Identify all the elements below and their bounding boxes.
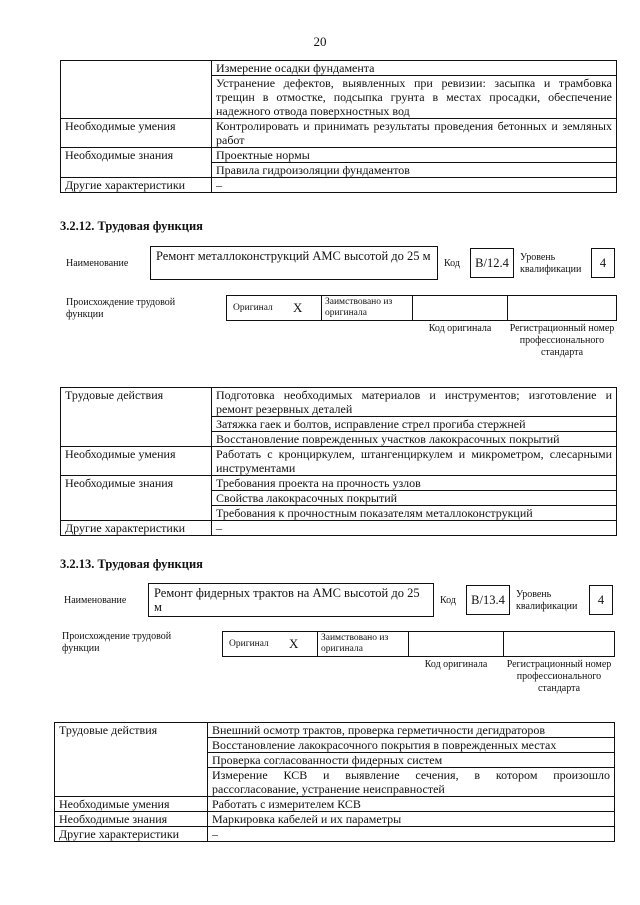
function-name: Ремонт фидерных трактов на АМС высотой до 25 м (148, 583, 434, 617)
row-label: Необходимые знания (61, 476, 212, 521)
name-label: Наименование (66, 258, 129, 269)
code-original-cell (408, 631, 504, 657)
row-item: Работать с измерителем КСВ (208, 797, 615, 812)
row-label: Трудовые действия (61, 388, 212, 447)
borrowed-label: Заимствовано из оригинала (317, 631, 409, 657)
table-row (61, 447, 617, 476)
reg-number-cell (503, 631, 615, 657)
reg-number-caption: Регистрационный номер профессионального стандарта (509, 323, 615, 358)
row-item: Измерение осадки фундамента (212, 61, 617, 76)
row-item: – (212, 178, 617, 193)
table-row (55, 827, 615, 842)
table-row (55, 723, 615, 738)
row-label: Другие характеристики (61, 178, 212, 193)
level-label: Уровень квалификации (516, 589, 578, 612)
row-item: Устранение дефектов, выявленных при ревизии: засыпка и трамбовка трещин в отмостке, подсыпка грунта в местах просадки, обеспечение надежного отвода поверхностных вод (212, 76, 617, 119)
table-row (61, 148, 617, 163)
row-item: Требования к прочностным показателям металлоконструкций (212, 506, 617, 521)
row-item: Восстановление лакокрасочного покрытия в поврежденных местах (208, 738, 615, 753)
level-value: 4 (591, 248, 615, 278)
row-item: – (208, 827, 615, 842)
original-cell (222, 631, 318, 657)
section-heading: 3.2.12. Трудовая функция (60, 219, 203, 233)
code-label: Код (444, 258, 460, 269)
borrowed-label: Заимствовано из оригинала (321, 295, 413, 321)
row-item: Восстановление поврежденных участков лакокрасочных покрытий (212, 432, 617, 447)
row-label: Необходимые умения (61, 447, 212, 476)
row-item: Проектные нормы (212, 148, 617, 163)
origin-label: Происхождение трудовой функции (66, 297, 176, 320)
row-label: Необходимые умения (55, 797, 208, 812)
code-original-caption: Код оригинала (424, 659, 488, 670)
reg-number-cell (507, 295, 617, 321)
row-label: Необходимые знания (55, 812, 208, 827)
original-mark: X (289, 636, 299, 651)
original-mark: X (293, 300, 303, 315)
original-label: Оригинал (229, 639, 269, 649)
section-heading: 3.2.13. Трудовая функция (60, 557, 203, 571)
reg-number-caption: Регистрационный номер профессионального стандарта (506, 659, 612, 694)
row-item: Внешний осмотр трактов, проверка герметичности дегидраторов (208, 723, 615, 738)
row-label: Необходимые знания (61, 148, 212, 178)
level-value: 4 (589, 585, 613, 615)
name-label: Наименование (64, 595, 127, 606)
row-item: Подготовка необходимых материалов и инструментов; изготовление и ремонт резервных деталей (212, 388, 617, 417)
row-item: Требования проекта на прочность узлов (212, 476, 617, 491)
row-item: Контролировать и принимать результаты проведения бетонных и земляных работ (212, 119, 617, 148)
code-original-cell (412, 295, 508, 321)
table-row (55, 812, 615, 827)
table-row (61, 61, 617, 76)
level-label: Уровень квалификации (520, 252, 582, 275)
code-label: Код (440, 595, 456, 606)
row-label: Другие характеристики (61, 521, 212, 536)
row-label: Необходимые умения (61, 119, 212, 148)
row-item: – (212, 521, 617, 536)
code-original-caption: Код оригинала (428, 323, 492, 334)
top-table (60, 60, 617, 193)
row-item: Проверка согласованности фидерных систем (208, 753, 615, 768)
row-item: Свойства лакокрасочных покрытий (212, 491, 617, 506)
function-table (60, 387, 617, 536)
code-value: B/12.4 (470, 248, 514, 278)
original-label: Оригинал (233, 303, 273, 313)
row-label: Трудовые действия (55, 723, 208, 797)
row-item: Правила гидроизоляции фундаментов (212, 163, 617, 178)
origin-label: Происхождение трудовой функции (62, 631, 172, 654)
table-row (61, 521, 617, 536)
code-value: B/13.4 (466, 585, 510, 615)
table-row (55, 797, 615, 812)
row-label: Другие характеристики (55, 827, 208, 842)
table-row (61, 178, 617, 193)
row-item: Затяжка гаек и болтов, исправление стрел прогиба стержней (212, 417, 617, 432)
row-item: Маркировка кабелей и их параметры (208, 812, 615, 827)
table-row (61, 388, 617, 417)
row-item: Работать с кронциркулем, штангенциркулем и микрометром, слесарными инструментами (212, 447, 617, 476)
function-table (54, 722, 615, 842)
row-label (61, 61, 212, 119)
row-item: Измерение КСВ и выявление сечения, в котором произошло рассогласование, устранение неисправностей (208, 768, 615, 797)
page-number: 20 (313, 34, 327, 49)
original-cell (226, 295, 322, 321)
table-row (61, 119, 617, 148)
function-name: Ремонт металлоконструкций АМС высотой до 25 м (150, 246, 438, 280)
table-row (61, 476, 617, 491)
